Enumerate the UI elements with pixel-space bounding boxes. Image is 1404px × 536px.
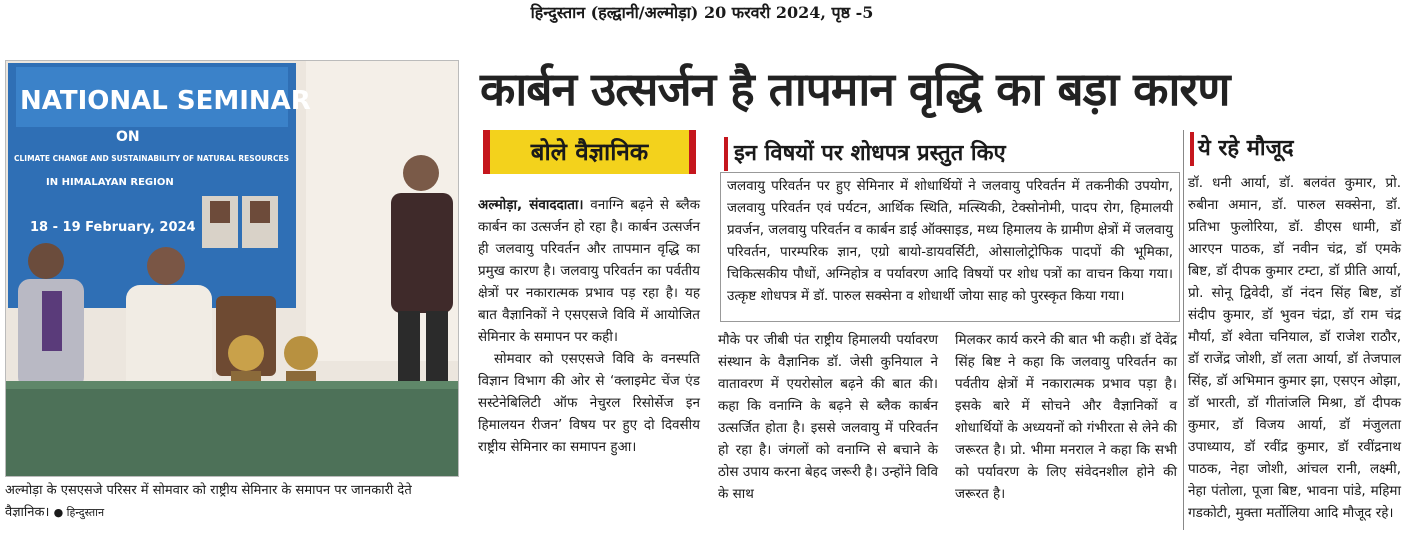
seminar-photo <box>5 60 459 477</box>
banner-dates: 18 - 19 February, 2024 <box>30 220 196 235</box>
attendees-heading: ये रहे मौजूद <box>1190 132 1400 166</box>
article-column-1 <box>478 194 700 458</box>
photo-caption <box>5 480 457 524</box>
headline: कार्बन उत्सर्जन है तापमान वृद्धि का बड़ा कारण <box>480 62 1230 116</box>
column-divider <box>1183 130 1184 530</box>
banner-region: IN HIMALAYAN REGION <box>46 177 174 188</box>
article-column-3 <box>955 329 1177 505</box>
papers-box <box>720 172 1180 322</box>
banner-subtitle: CLIMATE CHANGE AND SUSTAINABILITY OF NATURAL RESOURCES <box>14 154 289 163</box>
papers-body: जलवायु परिवर्तन पर हुए सेमिनार में शोधार्थियों ने जलवायु परिवर्तन में तकनीकी उपयोग, जलवायु परिवर्तन एवं पर्यटन, आर्थिक स्थिति, मत्स्यिकी, टेक्सोनोमी, पादप रोग, हिमालयी प्रवर्जन, जलवायु परिवर्तन व कार्बन डाई ऑक्साइड, मध्य हिमालय के ग्रामीण क्षेत्रों में जलवायु परिवर्तन, पारम्परिक ज्ञान, एग्रो बायो-डायवर्सिटी, ओसालोट्रोफिक पादपों की भूमिका, चिकित्सकीय पौधों, अग्निहोत्र व पर्यावरण आदि विषयों पर शोध पत्रों का वाचन किया गया। उत्कृष्ट शोधपत्र में डॉ. पारुल सक्सेना व शोधार्थी जोया साह को पुरस्कृत किया गया। <box>727 178 1173 304</box>
masthead: हिन्दुस्तान (हल्द्वानी/अल्मोड़ा) 20 फरवरी 2024, पृष्ठ -5 <box>530 3 874 22</box>
article-column-2 <box>718 329 938 505</box>
caption-credit: ● हिन्दुस्तान <box>53 506 105 519</box>
banner-title: NATIONAL SEMINAR <box>20 86 311 116</box>
attendees-list: डॉ. धनी आर्या, डॉ. बलवंत कुमार, प्रो. रुबीना अमान, डॉ. पारुल सक्सेना, डॉ. प्रतिभा फुलोरिया, डॉ. डीएस धामी, डॉ आरएन पाठक, डॉ नवीन चंद्र, डॉ एमके बिष्ट, डॉ दीपक कुमार टम्टा, डॉ प्रीति आर्या, प्रो. सोनू द्विवेदी, डॉ नंदन सिंह बिष्ट, डॉ संदीप कुमार, डॉ भुवन चंद्रा, डॉ राम चंद्र मौर्या, डॉ श्वेता चनियाल, डॉ राजेश राठौर, डॉ राजेंद्र जोशी, डॉ लता आर्या, डॉ तेजपाल सिंह, डॉ अभिमान कुमार झा, एसएन ओझा, डॉ भारती, डॉ गीतांजलि मिश्रा, डॉ दीपक कुमार, डॉ विजय आर्या, डॉ मंजुलता उपाध्याय, डॉ रवींद्र कुमार, डॉ रवींद्रनाथ पाठक, नेहा जोशी, आंचल रानी, लक्ष्मी, नेहा पंतोला, पूजा बिष्ट, भावना पांडे, महिमा गडकोटी, मुक्ता मर्तोलिया आदि मौजूद रहे। <box>1188 175 1401 521</box>
column-3-text: मिलकर कार्य करने की बात भी कही। डॉ देवेंद्र सिंह बिष्ट ने कहा कि जलवायु परिवर्तन का पर्वतीय क्षेत्रों में नकारात्मक प्रभाव पड़ा है। इसके बारे में सोचने और वैज्ञानिकों व शोधार्थियों के अध्ययनों को गंभीरता से लेने की जरूरत है। प्रो. भीमा मनराल ने कहा कि सभी को पर्यावरण के लिए संवेदनशील होने की जरूरत है। <box>955 332 1177 502</box>
lead-paragraph: वनाग्नि बढ़ने से ब्लैक कार्बन का उत्सर्जन हो रहा है। कार्बन उत्सर्जन ही जलवायु परिवर्तन और तापमान वृद्धि का प्रमुख कारण है। जलवायु परिवर्तन का पर्वतीय क्षेत्रों पर नकारात्मक प्रभाव पड़ रहा है। यह बात वैज्ञानिकों ने एसएसजे विवि में आयोजित सेमिनार के समापन पर कही। <box>478 197 700 345</box>
banner-on: ON <box>116 129 140 145</box>
dateline: अल्मोड़ा, संवाददाता। <box>478 197 584 213</box>
column-2-text: मौके पर जीबी पंत राष्ट्रीय हिमालयी पर्यावरण संस्थान के वैज्ञानिक डॉ. जेसी कुनियाल ने वातावरण में एयरोसोल बढ़ने की बात की। कहा कि वनाग्नि के बढ़ने से ब्लैक कार्बन उत्सर्जित होता है। इससे जलवायु में परिवर्तन हो रहा है। जंगलों को वनाग्नि से बचाने के ठोस उपाय करना बेहद जरूरी है। उन्होंने विवि के साथ <box>718 332 938 502</box>
section-tag: बोले वैज्ञानिक <box>483 130 696 174</box>
papers-heading: इन विषयों पर शोधपत्र प्रस्तुत किए <box>724 137 1179 171</box>
second-paragraph: सोमवार को एसएसजे विवि के वनस्पति विज्ञान विभाग की ओर से ‘क्लाइमेट चेंज एंड सस्टेनेबिलिटी ऑफ नेचुरल रिसोर्सेज इन हिमालयन रीजन’ विषय पर हुए दो दिवसीय राष्ट्रीय सेमिनार का समापन हुआ। <box>478 351 700 455</box>
caption-text: अल्मोड़ा के एसएसजे परिसर में सोमवार को राष्ट्रीय सेमिनार के समापन पर जानकारी देते वैज्ञानिक। <box>5 483 412 520</box>
